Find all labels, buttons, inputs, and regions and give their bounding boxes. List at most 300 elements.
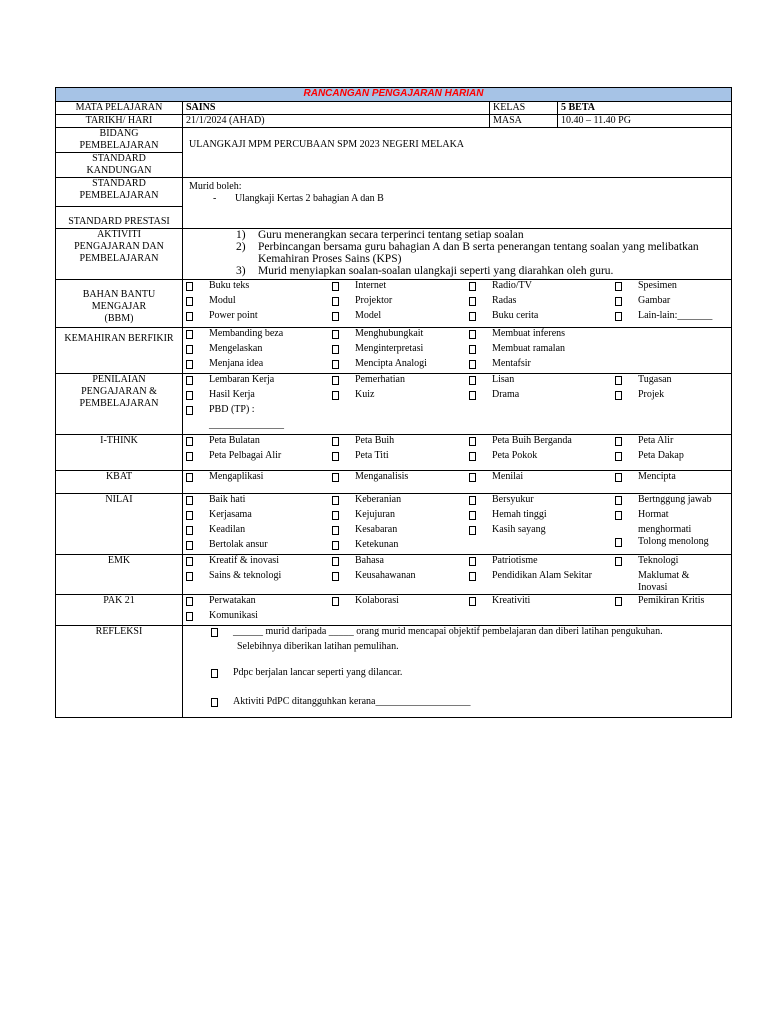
checkbox-icon[interactable] xyxy=(615,280,638,295)
emk-option[interactable] xyxy=(469,570,615,585)
kbat-label-1: KBAT xyxy=(105,471,133,482)
standard-kandungan-label-2: KANDUNGAN xyxy=(86,165,152,176)
penilaian-column xyxy=(332,374,469,431)
penilaian-label-3: PEMBELAJARAN xyxy=(79,398,159,409)
kemahiran-grid xyxy=(186,328,728,373)
emk-option[interactable] xyxy=(186,570,332,585)
checkbox-icon[interactable] xyxy=(186,450,209,465)
kemahiran-option-label: Mengelaskan xyxy=(209,343,263,354)
bbm-option[interactable] xyxy=(469,295,615,310)
checkbox-icon[interactable] xyxy=(183,667,233,682)
penilaian-label-cell xyxy=(56,374,183,435)
penilaian-option[interactable] xyxy=(332,374,469,389)
bbm-option[interactable] xyxy=(186,310,332,325)
kbat-label-cell xyxy=(56,471,183,494)
checkbox-icon[interactable] xyxy=(186,343,209,358)
penilaian-grid xyxy=(186,374,728,431)
pak21-column xyxy=(469,595,615,625)
emk-column xyxy=(186,555,332,594)
aktiviti-label-cell xyxy=(56,229,183,280)
emk-option-label: Kreatif & inovasi xyxy=(209,555,279,566)
penilaian-option[interactable] xyxy=(615,389,728,404)
penilaian-option-label: Kuiz xyxy=(355,389,375,400)
pak21-option[interactable] xyxy=(186,610,332,625)
checkbox-icon[interactable] xyxy=(615,471,638,486)
emk-options xyxy=(183,555,732,595)
kbat-column xyxy=(186,471,332,486)
checkbox-icon[interactable] xyxy=(615,509,638,524)
nilai-label-1: NILAI xyxy=(105,494,133,505)
emk-option[interactable] xyxy=(332,555,469,570)
penilaian-label-1: PENILAIAN xyxy=(92,374,146,385)
emk-column xyxy=(615,555,728,594)
ithink-grid xyxy=(186,435,728,465)
checkbox-icon[interactable] xyxy=(186,389,209,404)
ithink-option-label: Peta Dakap xyxy=(638,450,684,461)
penilaian-option-label: _______________ xyxy=(209,419,284,430)
kemahiran-option[interactable] xyxy=(186,343,332,358)
pak21-option[interactable] xyxy=(186,595,332,610)
bbm-label-3: (BBM) xyxy=(104,313,134,324)
kemahiran-option-label: Mencipta Analogi xyxy=(355,358,427,369)
standard-intro: Murid boleh: xyxy=(189,181,242,192)
penilaian-option[interactable] xyxy=(186,374,332,389)
kemahiran-option-label: Membuat ramalan xyxy=(492,343,566,354)
standard-content xyxy=(183,178,732,229)
penilaian-column xyxy=(186,374,332,431)
aktiviti-list xyxy=(236,229,728,277)
nilai-option-label: Baik hati xyxy=(209,494,246,505)
kbat-option[interactable] xyxy=(332,471,469,486)
ithink-option-label: Peta Buih xyxy=(355,435,395,446)
emk-option-label: Teknologi xyxy=(638,555,679,566)
checkbox-icon[interactable] xyxy=(469,280,492,295)
bbm-option-label: Radas xyxy=(492,295,517,306)
nilai-option[interactable] xyxy=(615,509,728,524)
aktiviti-label-3: PEMBELAJARAN xyxy=(79,253,159,264)
bbm-option-label: Internet xyxy=(355,280,387,291)
checkbox-icon[interactable] xyxy=(332,343,355,358)
nilai-option xyxy=(615,524,728,536)
kbat-column xyxy=(615,471,728,486)
nilai-option[interactable] xyxy=(186,494,332,509)
bbm-option[interactable] xyxy=(615,310,728,325)
ithink-option[interactable] xyxy=(469,450,615,465)
nilai-option-label: Kesabaran xyxy=(355,524,398,535)
checkbox-icon[interactable] xyxy=(186,610,209,625)
checkbox-icon[interactable] xyxy=(469,471,492,486)
nilai-option[interactable] xyxy=(186,539,332,554)
bbm-option-label: Projektor xyxy=(355,295,393,306)
nilai-option[interactable] xyxy=(469,494,615,509)
emk-column xyxy=(469,555,615,594)
nilai-option[interactable] xyxy=(615,494,728,509)
nilai-option-label: Bertolak ansur xyxy=(209,539,268,550)
kbat-option-label: Menganalisis xyxy=(355,471,409,482)
checkbox-icon[interactable] xyxy=(332,389,355,404)
nilai-option-label: Kasih sayang xyxy=(492,524,546,535)
bbm-label-cell xyxy=(56,280,183,328)
kemahiran-option-label: Menghubungkait xyxy=(355,328,424,339)
checkbox-icon[interactable] xyxy=(469,595,492,610)
nilai-label-cell xyxy=(56,494,183,555)
emk-label-cell xyxy=(56,555,183,595)
checkbox-icon[interactable] xyxy=(469,389,492,404)
kbat-options xyxy=(183,471,732,494)
nilai-column xyxy=(186,494,332,554)
nilai-option-label: Tolong menolong xyxy=(638,536,709,547)
ithink-option[interactable] xyxy=(186,435,332,450)
kemahiran-option-label: Menjana idea xyxy=(209,358,264,369)
standard-pembelajaran-label-1: STANDARD xyxy=(92,178,146,189)
penilaian-option-label: Hasil Kerja xyxy=(209,389,255,400)
penilaian-option[interactable] xyxy=(186,389,332,404)
checkbox-icon[interactable] xyxy=(469,524,492,539)
checkbox-icon[interactable] xyxy=(186,539,209,554)
ithink-option-label: Peta Titi xyxy=(355,450,389,461)
kemahiran-option[interactable] xyxy=(186,328,332,343)
standard-prestasi-label: STANDARD PRESTASI xyxy=(68,216,170,227)
ithink-option[interactable] xyxy=(615,450,728,465)
checkbox-icon[interactable] xyxy=(615,536,638,551)
bbm-option[interactable] xyxy=(469,310,615,325)
refleksi-line-1a: ______ murid daripada _____ orang murid mencapai objektif pembelajaran dan diberi latihan pengukuhan. xyxy=(233,626,663,637)
checkbox-icon[interactable] xyxy=(469,295,492,310)
pak21-label-1: PAK 21 xyxy=(103,595,135,606)
refleksi-content xyxy=(183,626,732,718)
checkbox-icon[interactable] xyxy=(615,555,638,570)
penilaian-option[interactable] xyxy=(186,404,332,419)
checkbox-icon[interactable] xyxy=(469,435,492,450)
bbm-option-label: Buku cerita xyxy=(492,310,539,321)
nilai-column xyxy=(332,494,469,554)
checkbox-icon[interactable] xyxy=(186,471,209,486)
masa-value: 10.40 – 11.40 PG xyxy=(558,115,732,128)
emk-column xyxy=(332,555,469,594)
checkbox-icon[interactable] xyxy=(469,310,492,325)
kemahiran-label-1: KEMAHIRAN BERFIKIR xyxy=(64,333,174,344)
mata-pelajaran-label: MATA PELAJARAN xyxy=(56,102,183,115)
checkbox-icon[interactable] xyxy=(615,450,638,465)
nilai-option[interactable] xyxy=(332,494,469,509)
checkbox-icon[interactable] xyxy=(332,435,355,450)
nilai-option-label: Hormat xyxy=(638,509,669,520)
bbm-column xyxy=(186,280,332,325)
penilaian-option xyxy=(186,419,332,431)
emk-grid xyxy=(186,555,728,594)
checkbox-icon[interactable] xyxy=(332,570,355,585)
kbat-option-label: Menilai xyxy=(492,471,524,482)
masa-label: MASA xyxy=(490,115,558,128)
checkbox-icon[interactable] xyxy=(332,539,355,554)
bbm-option[interactable] xyxy=(469,280,615,295)
refleksi-line-2: Pdpc berjalan lancar seperti yang dilancar. xyxy=(233,667,403,678)
checkbox-icon[interactable] xyxy=(469,494,492,509)
bbm-option-label: Gambar xyxy=(638,295,671,306)
aktiviti-item: 2) Perbincangan bersama guru bahagian A dan B serta penerangan tentang soalan yang melibatkan xyxy=(236,241,699,253)
ithink-column xyxy=(332,435,469,465)
nilai-option-label: Hemah tinggi xyxy=(492,509,547,520)
bbm-option-label: Radio/TV xyxy=(492,280,532,291)
nilai-option-label: menghormati xyxy=(638,524,692,535)
checkbox-icon[interactable] xyxy=(332,509,355,524)
standard-kandungan-label-1: STANDARD xyxy=(92,153,146,164)
bidang-value: ULANGKAJI MPM PERCUBAAN SPM 2023 NEGERI MELAKA xyxy=(183,128,732,178)
nilai-option[interactable] xyxy=(186,524,332,539)
nilai-option[interactable] xyxy=(469,509,615,524)
bbm-label-2: MENGAJAR xyxy=(91,301,147,312)
ithink-label-cell xyxy=(56,435,183,471)
ithink-option[interactable] xyxy=(186,450,332,465)
checkbox-icon[interactable] xyxy=(186,404,209,419)
checkbox-icon[interactable] xyxy=(332,295,355,310)
emk-option-label: Sains & teknologi xyxy=(209,570,282,581)
emk-option-label: Inovasi xyxy=(638,582,668,593)
kbat-option-label: Mencipta xyxy=(638,471,676,482)
ithink-label-1: I-THINK xyxy=(100,435,138,446)
checkbox-icon[interactable] xyxy=(615,494,638,509)
kbat-option[interactable] xyxy=(469,471,615,486)
emk-label-1: EMK xyxy=(107,555,131,566)
ithink-options xyxy=(183,435,732,471)
refleksi-item-3[interactable] xyxy=(183,696,731,711)
checkbox-icon[interactable] xyxy=(615,310,638,325)
mata-pelajaran-value: SAINS xyxy=(183,102,490,115)
penilaian-option-label: PBD (TP) : xyxy=(209,404,255,415)
bbm-label-1: BAHAN BANTU xyxy=(82,289,156,300)
emk-option[interactable] xyxy=(332,570,469,585)
checkbox-icon[interactable] xyxy=(186,358,209,373)
bbm-option[interactable] xyxy=(186,295,332,310)
pak21-option[interactable] xyxy=(332,595,469,610)
penilaian-option-label: Projek xyxy=(638,389,665,400)
ithink-option[interactable] xyxy=(332,435,469,450)
kemahiran-option[interactable] xyxy=(186,358,332,373)
nilai-option[interactable] xyxy=(332,509,469,524)
ithink-option-label: Peta Buih Berganda xyxy=(492,435,572,446)
bidang-label-cell xyxy=(56,128,183,178)
penilaian-option[interactable] xyxy=(469,389,615,404)
checkbox-icon[interactable] xyxy=(332,555,355,570)
checkbox-icon[interactable] xyxy=(183,696,233,711)
kemahiran-option[interactable] xyxy=(332,343,469,358)
checkbox-icon[interactable] xyxy=(332,494,355,509)
ithink-option[interactable] xyxy=(615,435,728,450)
checkbox-icon[interactable] xyxy=(469,570,492,585)
checkbox-icon[interactable] xyxy=(186,494,209,509)
bbm-option-label: Lain-lain:_______ xyxy=(638,310,713,321)
emk-option[interactable] xyxy=(469,555,615,570)
bidang-label-1: BIDANG xyxy=(99,128,139,139)
kbat-option[interactable] xyxy=(186,471,332,486)
checkbox-icon[interactable] xyxy=(186,570,209,585)
checkbox-icon[interactable] xyxy=(186,509,209,524)
nilai-option-label: Keberanian xyxy=(355,494,402,505)
form-title: RANCANGAN PENGAJARAN HARIAN xyxy=(56,88,732,102)
bbm-option[interactable] xyxy=(332,295,469,310)
nilai-option[interactable] xyxy=(332,524,469,539)
bbm-option-label: Model xyxy=(355,310,382,321)
checkbox-icon[interactable] xyxy=(332,310,355,325)
nilai-option-label: Keadilan xyxy=(209,524,246,535)
kemahiran-option[interactable] xyxy=(469,358,615,373)
aktiviti-item: 3) Murid menyiapkan soalan-soalan ulangkaji seperti yang diarahkan oleh guru. xyxy=(236,265,614,277)
checkbox-icon[interactable] xyxy=(332,358,355,373)
standard-bullet: - xyxy=(213,193,217,204)
checkbox-icon[interactable] xyxy=(186,295,209,310)
ithink-option[interactable] xyxy=(332,450,469,465)
checkbox-icon[interactable] xyxy=(332,450,355,465)
checkbox-icon[interactable] xyxy=(615,389,638,404)
checkbox-icon[interactable] xyxy=(469,450,492,465)
checkbox-icon[interactable] xyxy=(469,509,492,524)
nilai-option[interactable] xyxy=(615,536,728,551)
bbm-column xyxy=(469,280,615,325)
penilaian-option[interactable] xyxy=(332,389,469,404)
kbat-option-label: Mengaplikasi xyxy=(209,471,264,482)
pak21-option-label: Komunikasi xyxy=(209,610,258,621)
refleksi-item-1b xyxy=(183,641,731,653)
checkbox-icon[interactable] xyxy=(332,524,355,539)
nilai-column xyxy=(469,494,615,554)
checkbox-icon[interactable] xyxy=(186,435,209,450)
nilai-option[interactable] xyxy=(469,524,615,539)
ithink-option[interactable] xyxy=(469,435,615,450)
checkbox-icon[interactable] xyxy=(615,295,638,310)
aktiviti-label-1: AKTIVITI xyxy=(97,229,141,240)
kemahiran-option[interactable] xyxy=(332,328,469,343)
checkbox-icon[interactable] xyxy=(469,374,492,389)
emk-option[interactable] xyxy=(615,555,728,570)
kemahiran-column xyxy=(186,328,332,373)
pak21-column xyxy=(615,595,728,625)
emk-option-label: Patriotisme xyxy=(492,555,538,566)
penilaian-label-2: PENGAJARAN & xyxy=(81,386,157,397)
nilai-grid xyxy=(186,494,728,554)
checkbox-icon[interactable] xyxy=(332,280,355,295)
pak21-column xyxy=(186,595,332,625)
checkbox-icon[interactable] xyxy=(186,595,209,610)
nilai-option-label: Kejujuran xyxy=(355,509,395,520)
bbm-option[interactable] xyxy=(332,310,469,325)
pak21-option-label: Perwatakan xyxy=(209,595,256,606)
checkbox-icon[interactable] xyxy=(186,555,209,570)
checkbox-icon[interactable] xyxy=(469,555,492,570)
checkbox-icon[interactable] xyxy=(615,595,638,610)
standard-label-cell xyxy=(56,178,183,229)
bbm-option-label: Power point xyxy=(209,310,258,321)
nilai-options xyxy=(183,494,732,555)
checkbox-icon[interactable] xyxy=(615,374,638,389)
pak21-option[interactable] xyxy=(469,595,615,610)
refleksi-line-1b: Selebihnya diberikan latihan pemulihan. xyxy=(237,641,399,652)
checkbox-icon[interactable] xyxy=(469,328,492,343)
refleksi-item-1[interactable] xyxy=(183,626,731,641)
aktiviti-item: 1) Guru menerangkan secara terperinci tentang setiap soalan xyxy=(236,229,524,241)
bbm-option[interactable] xyxy=(615,295,728,310)
bbm-option[interactable] xyxy=(186,280,332,295)
kemahiran-option[interactable] xyxy=(469,343,615,358)
checkbox-icon[interactable] xyxy=(332,595,355,610)
checkbox-icon[interactable] xyxy=(615,435,638,450)
kbat-option[interactable] xyxy=(615,471,728,486)
bbm-option-label: Modul xyxy=(209,295,236,306)
emk-option[interactable] xyxy=(186,555,332,570)
emk-option xyxy=(615,582,728,594)
pak21-option[interactable] xyxy=(615,595,728,610)
checkbox-icon[interactable] xyxy=(186,280,209,295)
kelas-label: KELAS xyxy=(490,102,558,115)
penilaian-option[interactable] xyxy=(615,374,728,389)
refleksi-label-cell xyxy=(56,626,183,718)
refleksi-label-1: REFLEKSI xyxy=(95,626,143,637)
nilai-option-label: Kerjasama xyxy=(209,509,252,520)
kemahiran-option-label: Membuat inferens xyxy=(492,328,566,339)
kemahiran-column xyxy=(469,328,615,373)
kemahiran-option-label: Membanding beza xyxy=(209,328,284,339)
aktiviti-content xyxy=(183,229,732,280)
tarikh-label: TARIKH/ HARI xyxy=(56,115,183,128)
kemahiran-option[interactable] xyxy=(332,358,469,373)
kbat-column xyxy=(332,471,469,486)
ithink-option-label: Peta Bulatan xyxy=(209,435,260,446)
checkbox-icon[interactable] xyxy=(332,328,355,343)
penilaian-option-label: Pemerhatian xyxy=(355,374,405,385)
pak21-options xyxy=(183,595,732,626)
checkbox-icon[interactable] xyxy=(186,310,209,325)
kemahiran-option-label: Mentafsir xyxy=(492,358,531,369)
emk-option-label: Maklumat & xyxy=(638,570,690,581)
ithink-column xyxy=(469,435,615,465)
nilai-option[interactable] xyxy=(332,539,469,554)
kemahiran-option[interactable] xyxy=(469,328,615,343)
checkbox-icon[interactable] xyxy=(186,328,209,343)
bidang-label-2: PEMBELAJARAN xyxy=(79,140,159,151)
bbm-option[interactable] xyxy=(332,280,469,295)
pak21-label-cell xyxy=(56,595,183,626)
penilaian-option-label: Lembaran Kerja xyxy=(209,374,275,385)
rph-table xyxy=(55,87,732,718)
nilai-option-label: Bersyukur xyxy=(492,494,534,505)
checkbox-icon[interactable] xyxy=(186,374,209,389)
checkbox-icon[interactable] xyxy=(183,626,233,641)
kbat-grid xyxy=(186,471,728,486)
pak21-column xyxy=(332,595,469,625)
kelas-value: 5 BETA xyxy=(558,102,732,115)
kemahiran-column xyxy=(615,328,728,373)
bbm-option[interactable] xyxy=(615,280,728,295)
aktiviti-label-2: PENGAJARAN DAN xyxy=(74,241,164,252)
checkbox-icon[interactable] xyxy=(186,524,209,539)
penilaian-column xyxy=(469,374,615,431)
penilaian-option-label: Tugasan xyxy=(638,374,672,385)
checkbox-icon[interactable] xyxy=(332,471,355,486)
nilai-option[interactable] xyxy=(186,509,332,524)
nilai-column xyxy=(615,494,728,554)
checkbox-icon[interactable] xyxy=(332,374,355,389)
pak21-option-label: Kreativiti xyxy=(492,595,531,606)
ithink-column xyxy=(186,435,332,465)
penilaian-option[interactable] xyxy=(469,374,615,389)
pak21-option-label: Kolaborasi xyxy=(355,595,399,606)
checkbox-icon[interactable] xyxy=(469,343,492,358)
refleksi-item-2[interactable] xyxy=(183,667,731,682)
checkbox-icon[interactable] xyxy=(469,358,492,373)
kemahiran-label-cell xyxy=(56,328,183,374)
nilai-option-label: Bertnggung jawab xyxy=(638,494,712,505)
penilaian-option-label: Drama xyxy=(492,389,520,400)
kbat-column xyxy=(469,471,615,486)
